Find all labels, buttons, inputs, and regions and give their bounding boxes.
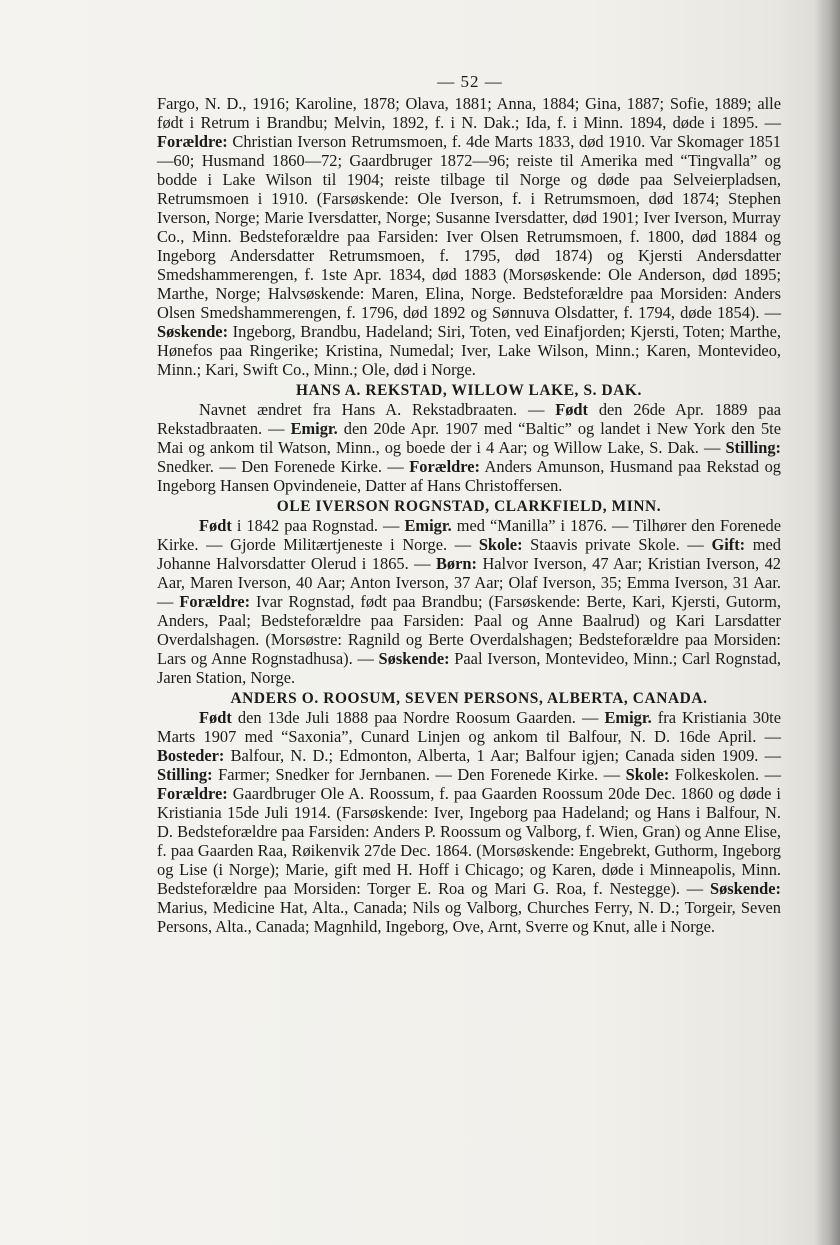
field-label: Stilling: <box>725 438 781 457</box>
field-label: Børn: <box>436 554 477 573</box>
field-text: Navnet ændret fra Hans A. Rekstadbraaten. — <box>199 400 556 419</box>
field-label: Søskende: <box>157 322 229 341</box>
field-label: Forældre: <box>157 784 228 803</box>
field-text: Farmer; Snedker for Jernbanen. — Den Forenede Kirke. — <box>212 765 626 784</box>
page-number: — 52 — <box>437 72 503 91</box>
field-text: Ingeborg, Brandbu, Hadeland; Siri, Toten, ved Einafjorden; Kjersti, Toten; Marthe, Hønefos paa Ringerike; Kristina, Numedal; Iver, Lake Wilson, Minn.; Karen, Montevideo, Minn.; Kari, Swift Co., Minn.; Ole, død i Norge. <box>157 322 781 379</box>
entry-heading-anders-roosum: ANDERS O. ROOSUM, SEVEN PERSONS, ALBERTA, CANADA. <box>230 690 708 707</box>
field-text: Ivar Rognstad, født paa Brandbu; (Farsøskende: Berte, Kari, Kjersti, Gutorm, Anders, Paal; Bedsteforældre paa Farsiden: Paal og Anne Baalrud) og Kari Larsdatter Overdalshagen. (Morsøstre: Ragnild og Berte Overdalshagen; Bedsteforældre paa Morsiden: Lars og Anne Rognstadhusa). — <box>157 592 781 668</box>
field-text: Fargo, N. D., 1916; Karoline, 1878; Olava, 1881; Anna, 1884; Gina, 1887; Sofie, 1889; alle født i Retrum i Brandbu; Melvin, 1892, f. i N. Dak.; Ida, f. i Minn. 1894, døde i 1895. — <box>157 94 781 132</box>
field-text: Paal Iverson, Montevideo, Minn.; Carl Rognstad, Jaren Station, Norge. <box>157 649 781 687</box>
field-text: Snedker. — Den Forenede Kirke. — <box>157 457 410 476</box>
field-label: Søskende: <box>709 879 781 898</box>
field-text: Christian Iverson Retrumsmoen, f. 4de Marts 1833, død 1910. Var Skomager 1851—60; Husmand 1860—72; Gaardbruger 1872—96; reiste til Amerika med “Tingvalla” og bodde i Lake Wilson til 1904; reiste tilbage til Norge og døde paa Selveierpladsen, Retrumsmoen i 1910. (Farsøskende: Ole Iverson, f. i Retrumsmoen, død 1874; Stephen Iverson, Norge; Marie Iversdatter, Norge; Susanne Iversdatter, død 1901; Iver Iverson, Murray Co., Minn. Bedsteforældre paa Farsiden: Iver Olsen Retrumsmoen, f. 1800, død 1884 og Ingeborg Andersdatter Retrumsmoen, f. 1795, død 1874) og Kjersti Andersdatter Smedshammerengen, f. 1ste Apr. 1834, død 1883 (Morsøskende: Ole Anderson, død 1895; Marthe, Norge; Halvsøskende: Maren, Elina, Norge. Bedsteforældre paa Morsiden: Anders Olsen Smedshammerengen, f. 1796, død 1892 og Sønnuva Olsdatter, f. 1794, døde 1854). — <box>157 132 781 322</box>
field-label: Født <box>199 708 232 727</box>
field-text: Staavis private Skole. — <box>522 535 712 554</box>
page-edge-shadow <box>814 0 840 1245</box>
field-label: Forældre: <box>157 132 228 151</box>
field-label: Stilling: <box>157 765 213 784</box>
field-text: Halvor Iverson, 47 Aar; Kristian Iverson, 42 Aar, Maren Iverson, 40 Aar; Anton Iverson, 37 Aar; Olaf Iverson, 35; Emma Iverson, 31 Aar. — <box>157 554 782 611</box>
field-label: Bosteder: <box>157 746 225 765</box>
field-text: i 1842 paa Rognstad. — <box>231 516 405 535</box>
field-label: Emigr. <box>604 708 652 727</box>
entry-body-ole-rognstad <box>157 516 781 687</box>
field-text: den 20de Apr. 1907 med “Baltic” og landet i New York den 5te Mai og ankom til Watson, Minn., og boede der i 4 Aar; og Willow Lake, S. Dak. — <box>157 419 782 457</box>
field-text: Gaardbruger Ole A. Roossum, f. paa Gaarden Roossum 20de Dec. 1860 og døde i Kristiania 15de Juli 1914. (Farsøskende: Iver, Ingeborg paa Hadeland; og Hans i Balfour, N. D. Bedsteforældre paa Farsiden: Anders P. Roossum og Valborg, f. Wien, Gran) og Anne Elise, f. paa Gaarden Raa, Røikenvik 27de Dec. 1864. (Morsøskende: Engebrekt, Guthorm, Ingeborg og Lise (i Norge); Marie, gift med H. Hoff i Chicago; og Karen, døde i Minneapolis, Minn. Bedsteforældre paa Morsiden: Torger E. Roa og Mari G. Roa, f. Nestegge). — <box>157 784 781 898</box>
field-text: fra Kristiania 30te Marts 1907 med “Saxonia”, Cunard Linjen og ankom til Balfour, N. D. 16de April. — <box>157 708 781 746</box>
field-text: Balfour, N. D.; Edmonton, Alberta, 1 Aar; Balfour igjen; Canada siden 1909. — <box>224 746 781 765</box>
field-label: Født <box>199 516 232 535</box>
field-label: Født <box>555 400 588 419</box>
field-label: Skole: <box>625 765 670 784</box>
field-label: Forældre: <box>409 457 480 476</box>
field-text: med Johanne Halvorsdatter Olerud i 1865. — <box>157 535 782 573</box>
field-label: Gift: <box>711 535 746 554</box>
field-label: Søskende: <box>378 649 450 668</box>
entry-body-anders-roosum <box>157 708 781 936</box>
entry-heading-hans-rekstad: HANS A. REKSTAD, WILLOW LAKE, S. DAK. <box>296 382 642 399</box>
field-text: Marius, Medicine Hat, Alta., Canada; Nils og Valborg, Churches Ferry, N. D.; Torgeir, Seven Persons, Alta., Canada; Magnhild, Ingeborg, Ove, Arnt, Sverre og Knut, alle i Norge. <box>157 898 781 936</box>
field-text: den 26de Apr. 1889 paa Rekstadbraaten. — <box>157 400 781 438</box>
field-label: Emigr. <box>290 419 338 438</box>
field-text: den 13de Juli 1888 paa Nordre Roosum Gaarden. — <box>231 708 605 727</box>
entry-heading-ole-rognstad: OLE IVERSON ROGNSTAD, CLARKFIELD, MINN. <box>276 498 662 515</box>
entry-continuation <box>157 94 781 379</box>
field-label: Skole: <box>478 535 523 554</box>
field-label: Forældre: <box>179 592 251 611</box>
page-body <box>157 94 781 936</box>
entry-body-hans-rekstad <box>157 400 781 495</box>
field-text: Anders Amunson, Husmand paa Rekstad og Ingeborg Hansen Opvindeneie, Datter af Hans Christoffersen. <box>157 457 781 495</box>
field-text: Folkeskolen. — <box>669 765 782 784</box>
field-text: med “Manilla” i 1876. — Tilhører den Forenede Kirke. — Gjorde Militærtjeneste i Norge. — <box>157 516 781 554</box>
field-label: Emigr. <box>404 516 452 535</box>
